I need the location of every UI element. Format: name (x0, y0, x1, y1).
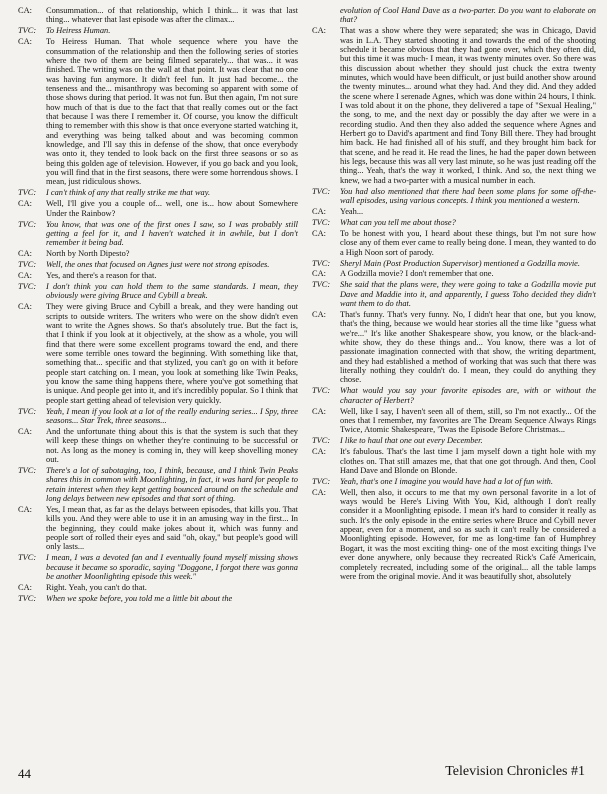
speaker-label: TVC: (18, 219, 37, 229)
right-column (312, 6, 596, 756)
entry-text: You know, that was one of the first ones I saw, so I was probably still getting a feel for it, and I haven't watched it in awhile, but I don't remember it being bad. (46, 219, 298, 248)
speaker-label: CA: (18, 426, 32, 436)
speaker-label: CA: (18, 37, 32, 47)
interview-entry (312, 207, 596, 216)
speaker-label: TVC: (18, 465, 37, 475)
interview-entry (18, 220, 298, 248)
speaker-label: CA: (312, 487, 326, 497)
interview-entry (312, 218, 596, 227)
speaker-label: CA: (312, 228, 326, 238)
interview-entry (312, 6, 596, 25)
entry-text: I can't think of any that really strike me that way. (46, 188, 211, 198)
entry-text: Yeah, that's one I imagine you would have had a lot of fun with. (340, 476, 553, 486)
interview-entry (18, 505, 298, 552)
interview-entry (312, 447, 596, 475)
entry-text: Well, then also, it occurs to me that my own personal favorite in a lot of ways would be Here's Living With You, Kid, although I don't really consider it a Moonlighting episode. I mean it's hard to consider it really as such. It's the only episode in the entire series where Bruce and Cybill never appear, even for a moment, and so as such it can't really be considered a Moonlighting episode. However, for me as long-time fan of Humphrey Bogart, it was the most exciting thing- one of the most exciting things I've ever done anywhere, only because they recreated Rick's Café Americain, completely recreated, including some of the original... all the table lamps were from the original movie. And it was beautifully shot, absolutely (340, 487, 596, 581)
entry-text: Yes, I mean that, as far as the delays between episodes, that kills you. That kills you. And they were able to use it in an amusing way in the first... In the beginning, they could make jokes about it, which was funny and people sort of rolled their eyes and said "oh, okay," but people's good will only lasts... (46, 504, 298, 552)
entry-text: North by North Dipesto? (46, 249, 130, 259)
speaker-label: CA: (18, 582, 32, 592)
speaker-label: TVC: (312, 186, 331, 196)
speaker-label: TVC: (18, 281, 37, 291)
speaker-label: CA: (312, 406, 326, 416)
entry-text: Yeah, I mean if you look at a lot of the really enduring series... I Spy, three seasons... Star Trek, three seasons... (46, 406, 298, 425)
entry-text: evolution of Cool Hand Dave as a two-parter. Do you want to elaborate on that? (340, 6, 596, 25)
entry-text: What would you say your favorite episodes are, with or without the character of Herbert? (340, 386, 596, 405)
entry-text: Right. Yeah, you can't do that. (46, 582, 147, 592)
entry-text: What can you tell me about those? (340, 217, 456, 227)
interview-entry (312, 310, 596, 385)
entry-text: There's a lot of sabotaging, too, I think, because, and I think Twin Peaks shares this in common with Moonlighting, in fact, it was hard for people to retain interest when they kept getting bounced around on the schedule and long delays between new episodes and that sort of thing. (46, 465, 298, 503)
interview-entry (18, 407, 298, 426)
entry-text: When we spoke before, you told me a little bit about the (46, 593, 233, 603)
entry-text: It's fabulous. That's the last time I jam myself down a tight hole with my clothes on. That still amazes me, that that one got through. And then, Cool Hand Dave and Blonde on Blonde. (340, 447, 596, 475)
entry-text: A Godzilla movie? I don't remember that one. (340, 269, 494, 279)
speaker-label: TVC: (18, 553, 37, 563)
entry-text: Well, the ones that focused on Agnes just were not strong episodes. (46, 260, 270, 270)
entry-text: To Heiress Human. That whole sequence where you have the consummation of the relationship and then the following series of stories where the two of them are being filmed separately... that was... it was finished. The writing was on the wall at that point. It was clear that no one was having fun anymore. It didn't feel fun. It just had become... the tenseness and the... misanthropy was becoming so apparent with some of those shows during that period. It was not fun. But then again, I'm not sure how much of that is due to the fact that that really comes out or the fact that because I was there I remember it. Of course, you know the difficult thing to remember with this show is that once everyone started watching it, and everything was being talked about and was becoming common knowledge, and I'll say this in defense of the show, that once everybody was onto it, they tended to look back on the first three seasons or so as being this golden age of television. However, if you go back and you look, you will find that in the first seasons, there were some horrendous shows. I mean, just ridiculous shows. (46, 37, 298, 187)
speaker-label: TVC: (312, 217, 331, 227)
entry-text: To be honest with you, I heard about these things, but I'm not sure how close any of them ever came to really being done. I mean, they wanted to do a High Noon sort of parody. (340, 228, 596, 257)
interview-entry (312, 229, 596, 257)
speaker-label: CA: (312, 310, 326, 319)
entry-text: And the unfortunate thing about this is that the system is such that they will keep these things on whether they're continuing to be successful or not. As long as the money is coming in, they will keep shovelling money out. (46, 426, 298, 464)
speaker-label: TVC: (18, 593, 37, 603)
speaker-label: CA: (18, 302, 32, 312)
speaker-label: CA: (312, 26, 326, 36)
entry-text: She said that the plans were, they were going to take a Godzilla movie put Dave and Maddie into it, and apparently, I guess Toho decided they didn't want them to do that. (340, 280, 596, 309)
speaker-label: TVC: (312, 476, 331, 486)
speaker-label: TVC: (18, 406, 37, 416)
interview-entry (18, 199, 298, 218)
entry-text: That's funny. That's very funny. No, I didn't hear that one, but you know, that's the thing, because we would hear stories all the time like "guess what we're..." It's like another Shakespeare show, you know, or the black-and-white show, they do these things and... You know, there was a lot of passionate imagination connected with that show, the writing department, and they had established a method of working that was such that there was literally nothing they couldn't do. I mean, they could do anything they chose. (340, 310, 596, 385)
interview-entry (312, 436, 596, 445)
interview-entry (312, 259, 596, 268)
interview-entry (18, 260, 298, 269)
left-column (18, 6, 298, 756)
page-number: 44 (18, 766, 31, 781)
interview-entry (312, 269, 596, 278)
speaker-label: CA: (18, 504, 32, 514)
publication-title: Television Chronicles #1 (445, 764, 585, 779)
speaker-label: CA: (18, 271, 32, 281)
speaker-label: TVC: (312, 258, 331, 268)
speaker-label: TVC: (312, 386, 331, 396)
entry-text: Well, I'll give you a couple of... well, one is... how about Somewhere Under the Rainbow? (46, 199, 298, 218)
entry-text: They were giving Bruce and Cybill a break, and they were handing out scripts to outside writers. The writers who were on the show didn't even want to write the Agnes shows. So that's absolutely true. But the fact is, that I think if you look at it objectively, at the show as a whole, you will find that there were some excellent programs toward the end, and there were some terrible ones toward the beginning. With something like that, something that... specific and that stylized, you can't go on with it before people start catching on. I mean, you look at something like Twin Peaks, you know the same thing happens there, where you've got something that is unique. And people get into it, and it's incredibly popular. So I think that people start getting ahead of television very quickly. (46, 302, 298, 405)
interview-entry (18, 271, 298, 280)
entry-text: You had also mentioned that there had been some plans for some off-the-wall episodes, using various concepts. I think you mentioned a western. (340, 186, 596, 206)
entry-text: Yes, and there's a reason for that. (46, 271, 157, 281)
interview-entry (312, 280, 596, 308)
entry-text: I mean, I was a devoted fan and I eventually found myself missing shows because it became so sporadic, saying "Doggone, I forgot there was gonna be another Moonlighting episode this week." (46, 553, 298, 581)
entry-text: That was a show where they were separated; she was in Chicago, David was in L.A. They started shooting it and towards the end of the shooting schedule it became obvious that they had gone over, which they often did, but this time it was much- I mean, it was twenty minutes over. So there was this discussion about whether they should just chuck the extra twenty minutes, which would have been difficult, or just build another show around the twenty minutes... around what they had. And they did. And they added the scene where I serenade Agnes, which was done within 24 hours, I think. I was told about it on the phone, they delivered a tape of "Sexual Healing," the song, to me, and the next day or possibly the day after we were in a recording studio. And then they also added the sequence where Agnes and Herbert go to David's apartment and find Tony Bill there. They had brought him back. He had finished all of his stuff, and they brought him back for that scene, and he read it. He read the lines, he had the paper down between his legs, because this was all very last minute, so he was just reading off the thing... Yeah, that's the way it worked, I think. And so, the next thing we knew, we had a two-parter with a musical number in each. (340, 26, 596, 185)
speaker-label: TVC: (312, 436, 331, 446)
interview-entry (312, 407, 596, 435)
interview-entry (18, 26, 298, 35)
interview-entry (18, 583, 298, 592)
interview-entry (18, 282, 298, 301)
interview-entry (18, 553, 298, 581)
interview-entry (312, 386, 596, 405)
speaker-label: CA: (312, 207, 326, 216)
speaker-label: CA: (18, 199, 32, 209)
interview-entry (312, 488, 596, 581)
interview-entry (18, 188, 298, 197)
entry-text: Sheryl Main (Post Production Supervisor) mentioned a Godzilla movie. (340, 258, 580, 268)
speaker-label: CA: (312, 447, 326, 457)
speaker-label: TVC: (18, 260, 37, 270)
entry-text: I don't think you can hold them to the same standards. I mean, they obviously were giving Bruce and Cybill a break. (46, 281, 298, 301)
interview-entry (18, 302, 298, 405)
speaker-label: TVC: (18, 26, 37, 36)
entry-text: Consummation... of that relationship, which I think... it was that last thing... whatever that last episode was after the climax... (46, 6, 298, 25)
entry-text: To Heiress Human. (46, 26, 111, 36)
interview-entry (18, 594, 298, 603)
interview-entry (312, 187, 596, 206)
speaker-label: CA: (312, 269, 326, 279)
interview-entry (312, 26, 596, 185)
interview-entry (18, 6, 298, 25)
speaker-label: CA: (18, 249, 32, 259)
speaker-label: TVC: (312, 280, 331, 290)
entry-text: I like to haul that one out every December. (340, 436, 483, 446)
interview-entry (18, 249, 298, 258)
interview-entry (18, 37, 298, 187)
interview-entry (312, 477, 596, 486)
entry-text: Well, like I say, I haven't seen all of them, still, so I'm not exactly... Of the ones that I remember, my favorites are The Dream Sequence Always Rings Twice, Atomic Shakespeare, 'Twas the Episode Before Christmas... (340, 406, 596, 435)
speaker-label: CA: (18, 6, 32, 15)
entry-text: Yeah... (340, 207, 364, 216)
interview-entry (18, 427, 298, 464)
interview-entry (18, 466, 298, 503)
speaker-label: TVC: (18, 188, 37, 198)
